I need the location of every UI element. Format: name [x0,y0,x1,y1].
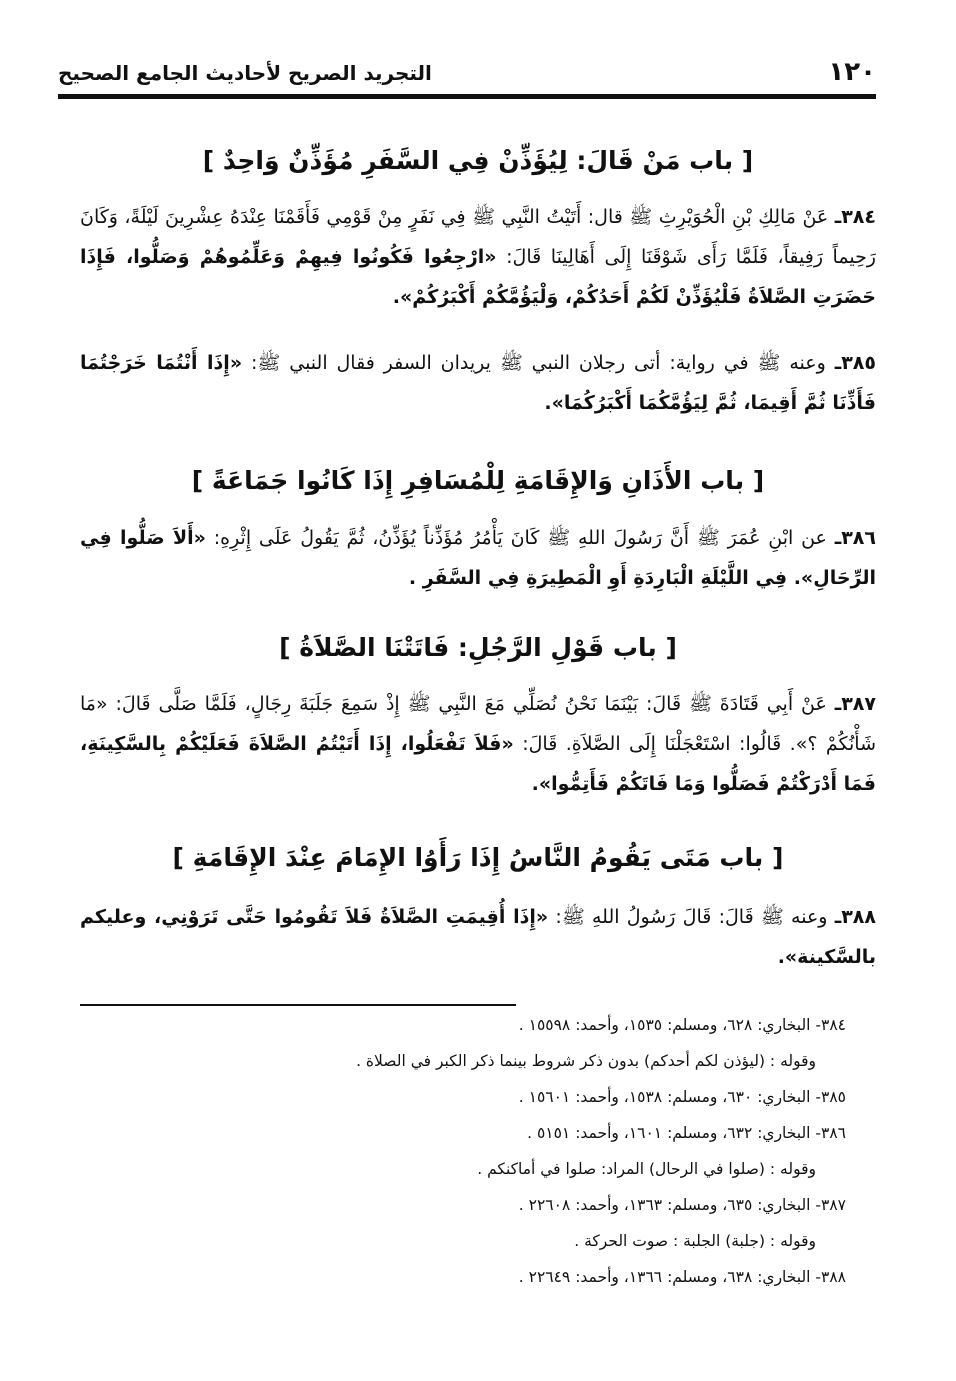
footnote-rule [80,1004,516,1006]
hadith-385 [80,343,876,423]
hadith-text: عَنْ أَبِي قَتَادَةَ ﷺ قَالَ: بَيْنَمَا نَحْنُ نُصَلِّي مَعَ النَّبِي ﷺ إِذْ سَمِعَ جَلَبَةَ رِجَالٍ، فَلَمَّا صَلَّى قَالَ: «مَا شَأْنُكُمْ ؟». قَالُوا: اسْتَعْجَلْنَا إِلَى الصَّلاَةِ. قَالَ: [80,693,876,755]
hadith-384 [80,197,876,317]
footnote: ٣٨٥- البخاري: ٦٣٠، ومسلم: ١٥٣٨، وأحمد: ١٥٦٠١ . [518,1088,846,1106]
footnote-note: وقوله : (جلبة) الجلبة : صوت الحركة . [574,1232,816,1250]
chapter-heading: [ باب الأَذَانِ وَالإِقَامَةِ لِلْمُسَافِرِ إِذَا كَانُوا جَمَاعَةً ] [191,466,765,495]
hadith-387 [80,684,876,804]
footnote: ٣٨٧- البخاري: ٦٣٥، ومسلم: ١٣٦٣، وأحمد: ٢٢٦٠٨ . [518,1196,846,1214]
hadith-388 [80,897,876,977]
hadith-text: عن ابْنِ عُمَرَ ﷺ أَنَّ رَسُولَ اللهِ ﷺ كَانَ يَأْمُرُ مُؤَذِّناً يُؤَذِّنُ، ثُمَّ يَقُولُ عَلَى إِثْرِهِ: [205,527,835,549]
footnote: ٣٨٨- البخاري: ٦٣٨، ومسلم: ١٣٦٦، وأحمد: ٢٢٦٤٩ . [518,1268,846,1286]
hadith-text: وعنه ﷺ في رواية: أتى رجلان النبي ﷺ يريدان السفر فقال النبي ﷺ: [242,352,835,374]
footnote-note: وقوله : (صلوا في الرحال) المراد: صلوا في أماكنكم . [477,1160,816,1178]
hadith-quote: «إِذَا أُقِيمَتِ الصَّلاَةُ فَلاَ تَقُومُوا حَتَّى تَرَوْنِي، وعليكم بالسَّكينة». [80,906,876,968]
hadith-number: ٣٨٧ـ [834,693,876,715]
hadith-quote: «إِذَا أَنْتُمَا خَرَجْتُمَا فَأَذِّنَا ثُمَّ أَقِيمَا، ثُمَّ لِيَؤُمَّكُمَا أَكْبَرُكُمَا». [80,352,876,414]
hadith-quote: «أَلاَ صَلُّوا فِي الرِّحَالِ». فِي اللَّيْلَةِ الْبَارِدَةِ أَوِ الْمَطِيرَةِ فِي السَّفَرِ . [80,527,876,589]
footnote: ٣٨٤- البخاري: ٦٢٨، ومسلم: ١٥٣٥، وأحمد: ١٥٥٩٨ . [518,1016,846,1034]
hadith-text: عَنْ مَالِكِ بْنِ الْحُوَيْرِثِ ﷺ قال: أَتَيْتُ النَّبِي ﷺ فِي نَفَرٍ مِنْ قَوْمِي فَأَقَمْنَا عِنْدَهُ عِشْرِينَ لَيْلَةً، وَكَانَ رَحِيماً رَفِيقاً، فَلَمَّا رَأَى شَوْقَنَا إِلَى أَهَالِينَا قَالَ: [80,206,876,268]
chapter-heading: [ باب قَوْلِ الرَّجُلِ: فَاتَتْنَا الصَّلاَةُ ] [279,633,677,662]
hadith-number: ٣٨٦ـ [834,527,876,549]
footnote-note: وقوله : (ليؤذن لكم أحدكم) بدون ذكر شروط بينما ذكر الكبر في الصلاة . [356,1052,816,1070]
running-title: التجريد الصريح لأحاديث الجامع الصحيح [58,61,432,85]
page-header [58,55,876,95]
hadith-text: وعنه ﷺ قَالَ: قَالَ رَسُولُ اللهِ ﷺ: [548,906,835,928]
footnote: ٣٨٦- البخاري: ٦٣٢، ومسلم: ١٦٠١، وأحمد: ٥١٥١ . [527,1124,846,1142]
page-number: ١٢٠ [828,57,876,87]
hadith-number: ٣٨٤ـ [834,206,876,228]
header-rule [58,94,876,99]
hadith-quote: «فَلاَ تَفْعَلُوا، إِذَا أَتَيْتُمُ الصَّلاَةَ فَعَلَيْكُمْ بِالسَّكِينَةِ، فَمَا أَدْرَكْتُمْ فَصَلُّوا وَمَا فَاتَكُمْ فَأَتِمُّوا». [80,733,876,795]
hadith-number: ٣٨٥ـ [834,352,876,374]
hadith-quote: «ارْجِعُوا فَكُونُوا فِيهِمْ وَعَلِّمُوهُمْ وَصَلُّوا، فَإِذَا حَضَرَتِ الصَّلاَةُ فَلْيُؤَذِّنْ لَكُمْ أَحَدُكُمْ، وَلْيَؤُمَّكُمْ أَكْبَرُكُمْ». [80,246,876,308]
chapter-heading: [ باب مَتَى يَقُومُ النَّاسُ إِذَا رَأَوُا الإِمَامَ عِنْدَ الإِقَامَةِ ] [172,843,784,872]
hadith-number: ٣٨٨ـ [834,906,876,928]
hadith-386 [80,518,876,598]
chapter-heading: [ باب مَنْ قَالَ: لِيُؤَذِّنْ فِي السَّفَرِ مُؤَذِّنٌ وَاحِدٌ ] [202,146,754,175]
